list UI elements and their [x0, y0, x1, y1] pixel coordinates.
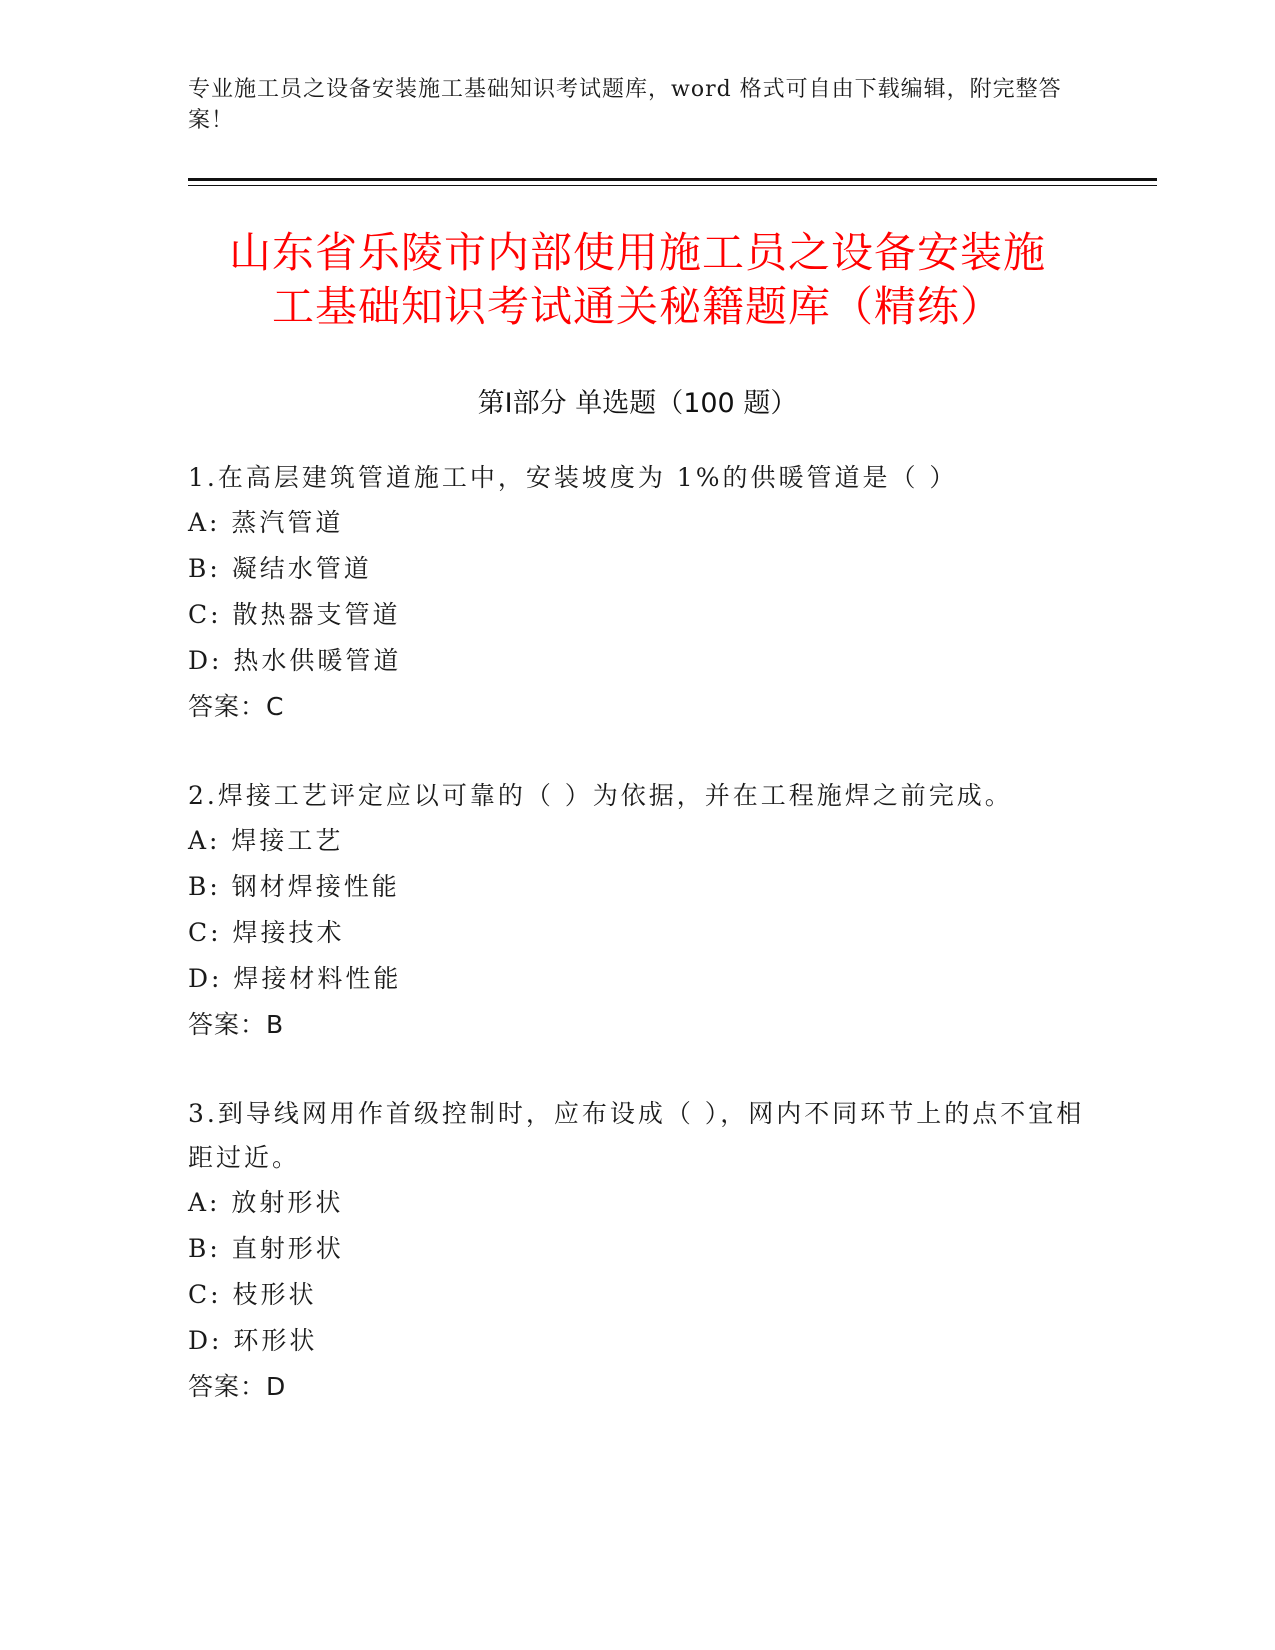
question-stem: 1.在高层建筑管道施工中，安装坡度为 1%的供暖管道是（ ）: [188, 463, 958, 492]
question-1: [188, 456, 1088, 730]
option-d: D: 环形状: [188, 1326, 318, 1355]
question-stem: 3.到导线网用作首级控制时，应布设成（ ），网内不同环节上的点不宜相距过近。: [188, 1099, 1085, 1172]
option-b: B: 凝结水管道: [188, 554, 372, 583]
header-rule-thin: [188, 185, 1157, 186]
document-title: [150, 226, 1125, 334]
document-title-line-1: 山东省乐陵市内部使用施工员之设备安装施: [228, 228, 1046, 277]
answer: 答案：B: [188, 1010, 285, 1039]
option-b: B: 钢材焊接性能: [188, 872, 400, 901]
header-note: 专业施工员之设备安装施工基础知识考试题库，word 格式可自由下载编辑，附完整答案！: [188, 77, 1062, 133]
option-a: A: 放射形状: [188, 1188, 344, 1217]
document-title-line-2: 工基础知识考试通关秘籍题库（精练）: [271, 282, 1003, 331]
section-title: 第Ⅰ部分 单选题（100 题）: [477, 388, 798, 419]
option-a: A: 焊接工艺: [188, 826, 344, 855]
option-c: C: 焊接技术: [188, 918, 345, 947]
option-d: D: 热水供暖管道: [188, 646, 402, 675]
answer: 答案：C: [188, 692, 285, 721]
question-2: [188, 774, 1088, 1048]
option-d: D: 焊接材料性能: [188, 964, 402, 993]
answer: 答案：D: [188, 1372, 287, 1401]
option-c: C: 枝形状: [188, 1280, 317, 1309]
option-c: C: 散热器支管道: [188, 600, 401, 629]
header-rule-thick: [188, 178, 1157, 181]
question-stem: 2.焊接工艺评定应以可靠的（ ）为依据，并在工程施焊之前完成。: [188, 781, 1013, 810]
question-3: [188, 1092, 1088, 1410]
option-b: B: 直射形状: [188, 1234, 344, 1263]
option-a: A: 蒸汽管道: [188, 508, 344, 537]
